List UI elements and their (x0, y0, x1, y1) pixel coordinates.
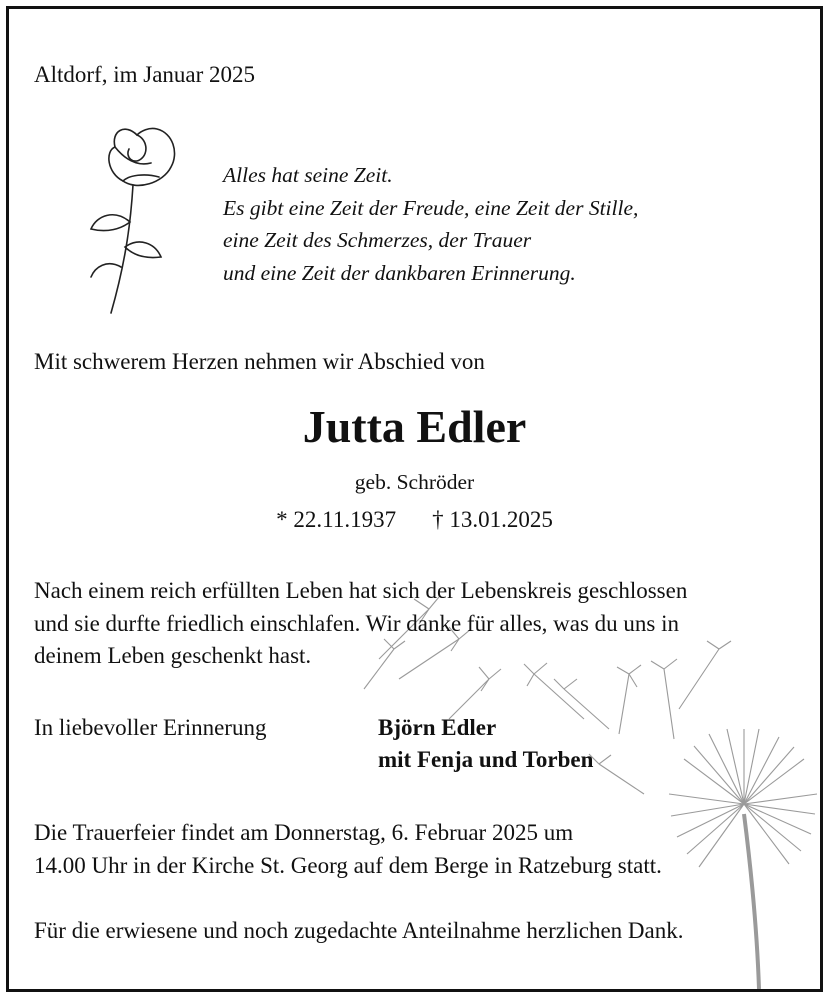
death-date: † 13.01.2025 (432, 507, 553, 532)
signers (378, 712, 593, 776)
obituary-notice (6, 6, 823, 992)
deceased-name: Jutta Edler (302, 401, 527, 452)
signer-line: Björn Edler (378, 715, 497, 740)
message-line: und sie durfte friedlich einschlafen. Wir danke für alles, was du uns in (34, 610, 680, 636)
life-dates (9, 504, 820, 536)
poem-line: eine Zeit des Schmerzes, der Trauer (223, 228, 532, 252)
message-line: Nach einem reich erfüllten Leben hat sich der Lebenskreis geschlossen (34, 578, 688, 603)
place-date: Altdorf, im Januar 2025 (34, 62, 256, 87)
poem-line: Es gibt eine Zeit der Freude, eine Zeit der Stille, (223, 195, 639, 220)
thanks-text: Für die erwiesene und noch zugedachte Anteilnahme herzlichen Dank. (34, 918, 684, 943)
poem-line: Alles hat seine Zeit. (223, 163, 393, 187)
funeral-line: 14.00 Uhr in der Kirche St. Georg auf dem Berge in Ratzeburg statt. (34, 852, 662, 878)
poem-line: und eine Zeit der dankbaren Erinnerung. (223, 260, 576, 285)
rose-icon (75, 117, 195, 317)
funeral-line: Die Trauerfeier findet am Donnerstag, 6. Februar 2025 um (34, 820, 574, 845)
message-paragraph (34, 575, 687, 673)
intro-text: Mit schwerem Herzen nehmen wir Abschied von (34, 349, 485, 374)
maiden-name: geb. Schröder (354, 470, 475, 494)
poem (223, 159, 638, 289)
birth-date: * 22.11.1937 (276, 507, 397, 532)
memory-label: In liebevoller Erinnerung (34, 715, 267, 740)
message-line: deinem Leben geschenkt hast. (34, 643, 312, 668)
signer-line: mit Fenja und Torben (378, 747, 594, 772)
funeral-info (34, 817, 662, 882)
